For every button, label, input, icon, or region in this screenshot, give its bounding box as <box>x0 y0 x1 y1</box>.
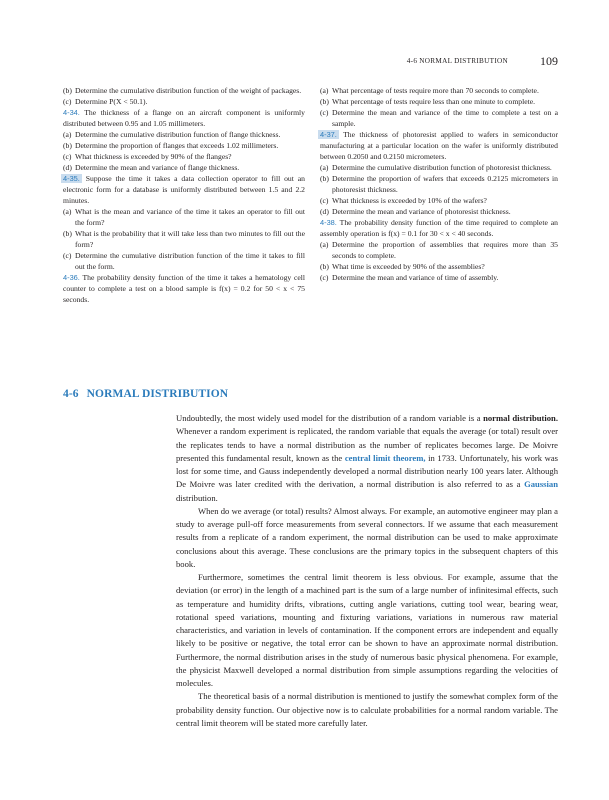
exercise-part: (a) What percentage of tests require more than 70 seconds to complete. <box>320 86 539 95</box>
page-header <box>300 54 558 72</box>
exercise-number: 4-34. <box>63 108 80 117</box>
page-number: 109 <box>540 54 558 68</box>
exercise-number: 4-38. <box>320 218 337 227</box>
exercise-number: 4-36. <box>63 273 80 282</box>
exercise-part: (a) Determine the cumulative distribution function of flange thickness. <box>63 130 281 139</box>
section-title: NORMAL DISTRIBUTION <box>86 388 229 400</box>
exercise-part: (a) Determine the cumulative distribution function of photoresist thickness. <box>320 163 552 172</box>
running-head: 4-6 NORMAL DISTRIBUTION <box>406 57 508 65</box>
section-body <box>176 412 558 730</box>
exercise-4-35: 4-35. Suppose the time it takes a data collection operator to fill out an electronic form for a database is uniformly distributed between 1.5 and 2.2 minutes. <box>63 174 305 205</box>
exercise-4-37: 4-37. The thickness of photoresist applied to wafers in semiconductor manufacturing at a particular location on the wafer is uniformly distributed between 0.2050 and 0.2150 micrometers. <box>320 130 558 161</box>
exercise-4-34: 4-34. The thickness of a flange on an aircraft component is uniformly distributed between 0.95 and 1.05 millimeters. <box>63 108 305 128</box>
exercise-part: (b) Determine the cumulative distribution function of the weight of packages. <box>63 86 302 95</box>
exercise-part: (c) What thickness is exceeded by 90% of the flanges? <box>63 152 232 161</box>
exercise-number: 4-35. <box>63 174 80 183</box>
exercise-part: (b) Determine the proportion of flanges that exceeds 1.02 millimeters. <box>63 141 279 150</box>
paragraph: Undoubtedly, the most widely used model for the distribution of a random variable is a normal distribution. Whenever a random experiment is replicated, the random variable that equals the average (or total) result over the replicates tends to have a normal distribution as the number of replicates becomes large. De Moivre presented this fundamental result, known as the central limit theorem, in 1733. Unfortunately, his work was lost for some time, and Gauss independently developed a normal distribution nearly 100 years later. Although De Moivre was later credited with the derivation, a normal distribution is also referred to as a Gaussian distribution. <box>176 413 558 503</box>
exercise-part: (c) Determine the mean and variance of time of assembly. <box>320 273 499 282</box>
paragraph: The theoretical basis of a normal distribution is mentioned to justify the somewhat complex form of the probability density function. Our objective now is to calculate probabilities for a normal random variable. The central limit theorem will be stated more carefully later. <box>176 691 558 728</box>
paragraph: Furthermore, sometimes the central limit theorem is less obvious. For example, assume that the deviation (or error) in the length of a machined part is the sum of a large number of infinitesimal effects, such as temperature and humidity drifts, vibrations, cutting angle variations, cutting tool wear, bearing wear, rotational speed variations, mounting and fixturing variations, variations in numerous raw material characteristics, and variation in levels of contamination. If the component errors are independent and equally likely to be positive or negative, the total error can be shown to have an approximate normal distribution. Furthermore, the normal distribution arises in the study of numerous basic physical phenomena. For example, the physicist Maxwell developed a normal distribution from simple assumptions regarding the velocities of molecules. <box>176 572 558 688</box>
exercise-part: (a) What is the mean and variance of the time it takes an operator to fill out the form? <box>63 207 305 227</box>
exercise-4-36: 4-36. The probability density function of the time it takes a hematology cell counter to complete a test on a blood sample is f(x) = 0.2 for 50 < x < 75 seconds. <box>63 273 306 304</box>
exercise-number: 4-37. <box>320 130 337 139</box>
exercise-part: (b) What time is exceeded by 90% of the assemblies? <box>320 262 485 271</box>
exercise-part: (d) Determine the mean and variance of photoresist thickness. <box>320 207 511 216</box>
section-heading <box>63 388 236 400</box>
section-number: 4-6 <box>63 388 79 400</box>
exercise-4-38: 4-38. The probability density function of the time required to complete an assembly operation is f(x) = 0.1 for 30 < x < 40 seconds. <box>320 218 558 238</box>
key-term: Gaussian <box>524 479 558 490</box>
exercise-part: (b) Determine the proportion of wafers that exceeds 0.2125 micrometers in photoresist thickness. <box>320 174 558 194</box>
paragraph: When do we average (or total) results? Almost always. For example, an automotive engineer may plan a study to average pull-off force measurements from several connectors. If we assume that each measurement results from a replicate of a random experiment, the normal distribution can be used to make approximate conclusions about this average. These conclusions are the primary topics in the subsequent chapters of this book. <box>176 505 558 569</box>
exercise-part: (c) Determine P(X < 50.1). <box>63 97 148 106</box>
key-term: normal distribution. <box>483 413 558 423</box>
key-term: central limit theorem, <box>344 452 426 463</box>
exercise-part: (c) Determine the cumulative distribution function of the time it takes to fill out the form. <box>63 251 305 271</box>
exercises-right-column <box>320 85 558 283</box>
exercise-part: (a) Determine the proportion of assemblies that requires more than 35 seconds to complete. <box>320 240 558 260</box>
exercise-part: (b) What is the probability that it will take less than two minutes to fill out the form? <box>63 229 305 249</box>
exercise-part: (c) Determine the mean and variance of the time to complete a test on a sample. <box>320 108 558 128</box>
exercise-part: (c) What thickness is exceeded by 10% of the wafers? <box>320 196 487 205</box>
exercise-part: (b) What percentage of tests require less than one minute to complete. <box>320 97 536 106</box>
exercise-part: (d) Determine the mean and variance of flange thickness. <box>63 163 240 172</box>
exercises-left-column <box>63 85 305 305</box>
